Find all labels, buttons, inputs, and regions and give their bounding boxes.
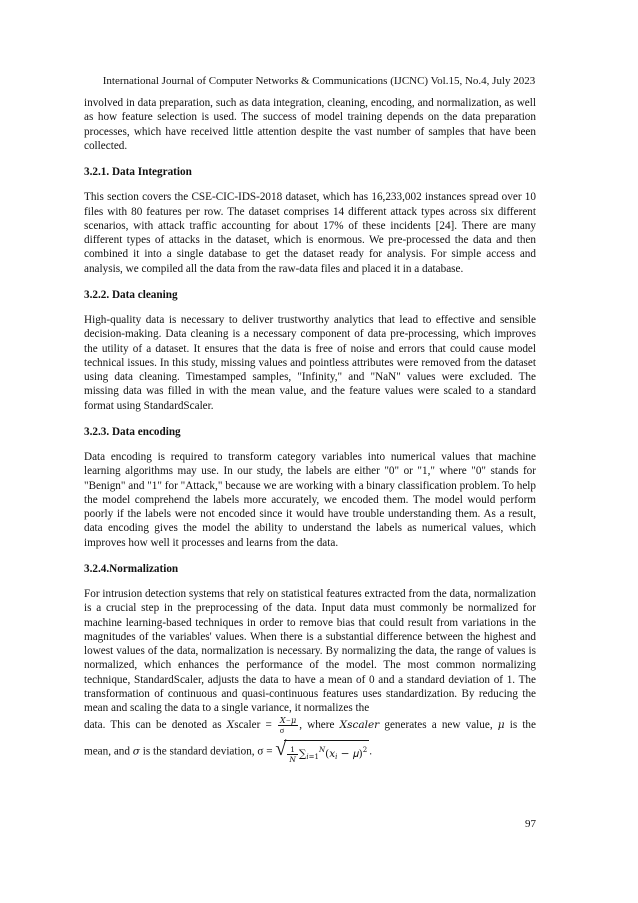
std-mid: is the standard deviation, σ = xyxy=(139,745,276,758)
intro-paragraph: involved in data preparation, such as data integration, cleaning, encoding, and normalization, as well as how feature selection is used. The success of model training depends on the data preparation processes, which have received little attention despite the vast number of samples that have been collected. xyxy=(84,97,536,152)
std-deviation-line xyxy=(84,740,536,764)
page-number: 97 xyxy=(525,818,536,830)
section-heading-data-cleaning: 3.2.2. Data cleaning xyxy=(84,288,178,301)
sum-upper-limit: 𝑁 xyxy=(318,746,326,755)
sum-symbol: ∑ xyxy=(298,748,307,761)
formula-lead: data. This can be denoted as xyxy=(84,719,227,732)
std-lead: mean, and xyxy=(84,745,133,758)
term-subscript: 𝑖 xyxy=(335,753,338,762)
section-heading-data-integration: 3.2.1. Data Integration xyxy=(84,166,192,178)
xscaler-lhs-word: scaler xyxy=(234,719,261,732)
formula-after-xscaler: generates a new value, xyxy=(379,719,498,732)
std-deviation-formula xyxy=(275,740,369,764)
inverse-n-denominator: 𝑁 xyxy=(289,754,296,764)
section-heading-normalization: 3.2.4.Normalization xyxy=(84,562,179,575)
fraction-numerator: 𝑋−𝜇 xyxy=(279,716,297,726)
std-end: . xyxy=(369,745,373,758)
sigma-symbol: 𝜎 xyxy=(132,745,140,758)
inverse-n-numerator: 1 xyxy=(287,745,298,755)
formula-line xyxy=(84,716,536,735)
square-exponent: 2 xyxy=(362,746,368,755)
radicand xyxy=(284,740,369,764)
section-heading-data-encoding: 3.2.3. Data encoding xyxy=(84,425,181,438)
paragraph-data-encoding: Data encoding is required to transform category variables into numerical values that machine learning algorithms may use. In our study, the labels are either "0" or "1," where "0" stands for "Benign" and "1" for "Attack," because we are working with a binary classification problem. To help the model comprehend the labels more accurately, we encoded them. The model would perform poorly if the labels were not encoded since it would have trouble understanding them. As a result, data encoding gives the model the ability to understand the labels as numerical values, which improves how well it processes and learns from the data. xyxy=(84,451,536,549)
formula-after-mu: is the xyxy=(504,719,536,732)
paragraph-data-cleaning: High-quality data is necessary to deliver trustworthy analytics that lead to effective and sensible decision-making. Data cleaning is a necessary component of data pre-processing, which improves the utility of a dataset. It ensures that the data is free of noise and errors that could cause model technical issues. In this study, missing values and pointless attributes were removed from the dataset using data cleaning. Timestamped samples, "Infinity," and "NaN" values were excluded. The missing data was filled in with the mean value, and the feature values were scaled to a standard format using StandardScaler. xyxy=(84,314,536,412)
mu-symbol: 𝜇 xyxy=(497,719,505,732)
paragraph-normalization: For intrusion detection systems that rely on statistical features extracted from the data, normalization is a crucial step in the preprocessing of the data. Input data must commonly be normalized for machine learning-based techniques in order to remove bias that could result from variations in the magnitudes of the variables' values. When there is a substantial difference between the highest and lowest values of the data, normalization is necessary. By normalizing the data, the range of values is normalized, which enhances the performance of the model. The most common normalizing technique, StandardScaler, adjusts the data to have a mean of 0 and a standard deviation of 1. The transformation of continuous and quasi-continuous features uses standardization. By reducing the mean and scaling the data to a single variance, it normalizes the xyxy=(84,588,536,714)
formula-mid: , where xyxy=(299,719,340,732)
formula-equals: = xyxy=(260,719,277,732)
standardization-fraction xyxy=(278,716,298,735)
xscaler-symbol: 𝑋𝑠𝑐𝑎𝑙𝑒𝑟 xyxy=(339,719,380,732)
paragraph-data-integration: This section covers the CSE-CIC-IDS-2018 dataset, which has 16,233,002 instances spread over 10 files with 80 features per row. The dataset comprises 14 different attack types across six different scenarios, with attack traffic accounting for about 17% of these incidents [24]. There are many different types of attacks in the dataset, which is enormous. We pre-processed the data and then combined it into a single database to get the dataset ready for analysis. For simple access and analysis, we compiled all the data from the raw-data files and placed it in a database. xyxy=(84,191,536,275)
fraction-denominator: σ xyxy=(279,726,285,736)
radical-sign-icon: √ xyxy=(275,738,287,761)
sum-lower-limit: 𝑖=1 xyxy=(306,753,319,762)
inverse-n-fraction xyxy=(287,745,298,764)
sum-term-rest: − 𝜇) xyxy=(337,748,363,761)
sum-term: (𝑥 xyxy=(325,748,336,761)
xscaler-lhs-symbol: 𝑋 xyxy=(226,719,235,732)
running-header: International Journal of Computer Networks & Communications (IJCNC) Vol.15, No.4, July 2023 xyxy=(102,75,536,87)
page-body xyxy=(84,96,536,765)
